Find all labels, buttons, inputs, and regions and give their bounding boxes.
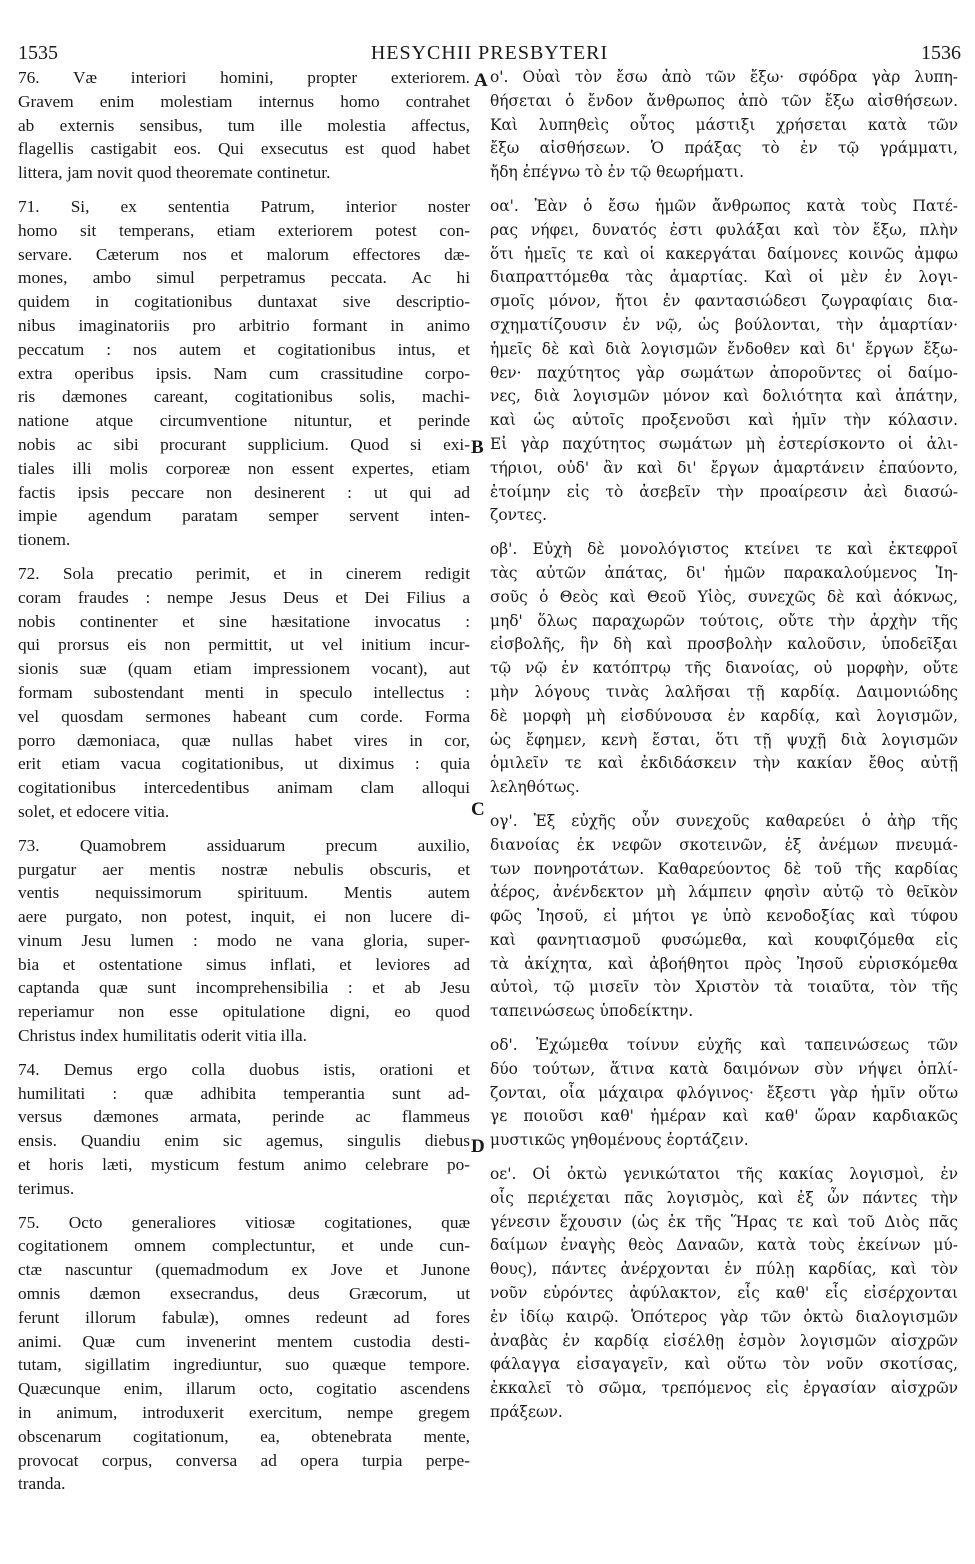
latin-text-line: coram fraudes : nempe Jesus Deus et Dei Filius a bbox=[18, 587, 470, 607]
greek-text-line: οα'. Ἐὰν ὁ ἔσω ἡμῶν ἄνθρωπος κατὰ τοὺς Πατέ- bbox=[490, 196, 958, 215]
latin-text-line: bia et ostentatione simus inflati, et leviores ad bbox=[18, 954, 470, 974]
latin-text-line: nibus imaginatoriis pro arbitrio formant in animo bbox=[18, 315, 470, 335]
latin-text-line: nobis ac sibi procurant supplicium. Quod si exi- bbox=[18, 434, 470, 454]
latin-text-line: terimus. bbox=[18, 1178, 75, 1198]
greek-text-line: σχηματίζουσιν ἐν νῷ, ὡς βούλονται, τὴν ἁμαρτίαν· bbox=[490, 315, 958, 334]
greek-text-line: ταπεινώσεως ὑποδείκτην. bbox=[490, 1002, 694, 1021]
latin-text-line: cogitationem omnem complectuntur, et unde cun- bbox=[18, 1236, 470, 1256]
greek-text-line: σμοῖς μόνον, ἤτοι ἐν φαντασιώδεσι ζωγραφίαις δια- bbox=[490, 292, 958, 311]
latin-text-line: provocat corpus, conversa ad opera turpia perpe- bbox=[18, 1450, 470, 1470]
latin-text-line: Gravem enim molestiam internus homo contrahet bbox=[18, 91, 470, 111]
latin-text-line: 72. Sola precatio perimit, et in cinerem redigit bbox=[18, 563, 470, 583]
greek-text-line: οβ'. Εὐχὴ δὲ μονολόγιστος κτείνει τε καὶ ἐκτεφροῖ bbox=[490, 540, 958, 559]
running-title: HESYCHII PRESBYTERI bbox=[370, 42, 609, 64]
latin-text-line: ferunt illorum fabulæ), omnes redeunt ad fores bbox=[18, 1307, 470, 1327]
section-marker-c: C bbox=[471, 799, 485, 820]
greek-text-line: των πονηροτάτων. Καθαρεύοντος δὲ τοῦ τῆς καρδίας bbox=[490, 859, 958, 878]
latin-text-line: nobis continenter et sine hæsitatione invocatus : bbox=[18, 611, 470, 631]
latin-text-line: cogitationibus intercedentibus animam clam alloqui bbox=[18, 778, 470, 798]
greek-text-line: διανοίας ἐκ νεφῶν σκοτεινῶν, ἐξ ἀνέμων πνευμά- bbox=[490, 835, 958, 854]
greek-text-line: δαίμων ἐναγὴς θεὸς Δαναῶν, κατὰ τοὺς ἐκείνων μύ- bbox=[490, 1236, 958, 1255]
section-marker-d: D bbox=[471, 1136, 485, 1157]
greek-text-line: οἷς περιέχεται πᾶς λογισμὸς, καὶ ἐξ ὧν πάντες τὴν bbox=[490, 1188, 958, 1207]
greek-text-line: γε ποιοῦσι καθ' ἡμέραν καὶ καθ' ὥραν καρδιακῶς bbox=[490, 1107, 958, 1126]
greek-text-line: οδ'. Ἐχώμεθα τοίνυν εὐχῆς καὶ ταπεινώσεως τῶν bbox=[490, 1036, 958, 1055]
latin-text-line: purgatur aer mentis nostræ nebulis obscuris, et bbox=[18, 859, 470, 879]
left-page-number: 1535 bbox=[18, 42, 58, 64]
latin-paragraph bbox=[18, 834, 470, 1048]
greek-text-line: ἤδη ἐπέγνω τὸ ἐν τῷ θεωρήματι. bbox=[490, 163, 744, 182]
greek-text-line: μυστικῶς γηθομένους ἑορτάζειν. bbox=[490, 1131, 749, 1150]
latin-text-line: 74. Demus ergo colla duobus istis, orationi et bbox=[18, 1059, 470, 1079]
greek-text-line: ο'. Οὐαὶ τὸν ἔσω ἀπὸ τῶν ἔξω· σφόδρα γὰρ λυπη- bbox=[490, 68, 958, 86]
latin-text-line: tranda. bbox=[18, 1474, 66, 1494]
greek-text-line: Καὶ λυπηθεὶς οὗτος μάστιξι χρήσεται κατὰ τῶν bbox=[490, 115, 958, 134]
latin-text-line: homo sit temperans, etiam exteriorem potest con- bbox=[18, 220, 470, 240]
latin-text-line: versus dæmones armata, perinde ac flammeus bbox=[18, 1107, 470, 1127]
greek-text-line: θεν· παχύτητος γὰρ σωμάτων ἀποροῦντες οἱ δαίμο- bbox=[490, 363, 958, 382]
latin-text-line: reperiamur non esse opitulatione digni, eo quod bbox=[18, 1002, 470, 1022]
latin-text-line: 73. Quamobrem assiduarum precum auxilio, bbox=[18, 835, 470, 855]
section-marker-a: A bbox=[474, 70, 488, 91]
greek-text-line: ἡμεῖς δὲ καὶ διὰ λογισμῶν ἔνδοθεν καὶ δι' ἔργων ἔξω- bbox=[490, 339, 958, 358]
greek-text-line: ζοντες. bbox=[490, 506, 547, 525]
greek-text-line: εἰσβολῆς, ἣν δὴ καὶ προσβολὴν καλοῦσιν, ὑποδεῖξαι bbox=[490, 635, 958, 654]
greek-text-line: δὲ μορφὴ μὴ εἰσδύνουσα ἐν καρδίᾳ, καὶ λογισμῶν, bbox=[490, 706, 958, 725]
latin-text-line: tionem. bbox=[18, 530, 71, 550]
latin-text-line: sionis suæ (quam etiam impressionem vocant), aut bbox=[18, 659, 470, 679]
greek-text-line: ἐν ἰδίῳ καιρῷ. Ὁπότερος γὰρ τῶν ὀκτὼ διαλογισμῶν bbox=[490, 1307, 958, 1326]
latin-text-line: factis ipsis peccare non desinerent : ut qui ad bbox=[18, 482, 470, 502]
greek-text-line: αὐτοὶ, τῷ μισεῖν τὸν Χριστὸν τὰ τοιαῦτα, τὸν τῆς bbox=[490, 978, 958, 997]
greek-paragraph bbox=[490, 810, 958, 1024]
greek-column bbox=[490, 66, 958, 1425]
greek-text-line: φῶς Ἰησοῦ, εἰ μήτοι γε ὑπὸ κενοδοξίας καὶ τύφου bbox=[490, 907, 958, 926]
latin-paragraph bbox=[18, 562, 470, 824]
greek-text-line: ἀέρος, ἀνένδεκτον μὴ λάμπειν φησὶν αὐτῷ τὸ θεῖκὸν bbox=[490, 883, 958, 902]
greek-text-line: φάλαγγα εἰσαγαγεῖν, καὶ οὕτω τὸν νοῦν σκοτίσας, bbox=[490, 1355, 958, 1374]
latin-text-line: mones, ambo simul perpetramus peccata. Ac hi bbox=[18, 268, 470, 288]
latin-text-line: erit etiam vacua cogitationibus, ut diximus : quia bbox=[18, 754, 470, 774]
latin-text-line: Quæcunque enim, illarum octo, cogitatio ascendens bbox=[18, 1379, 470, 1399]
latin-text-line: tiales illi molis corporeæ non essent expertes, etiam bbox=[18, 458, 470, 478]
latin-text-line: et horis læti, mysticum festum animo celebrare po- bbox=[18, 1155, 470, 1175]
greek-text-line: ἔξω αἰσθήσεων. Ὁ πράξας τὸ ἐν τῷ γράμματι, bbox=[490, 139, 958, 158]
greek-text-line: θήσεται ὁ ἔνδον ἄνθρωπος ἀπὸ τῶν ἔξω αἰσθήσεων. bbox=[490, 91, 958, 110]
greek-text-line: τῷ νῷ ἐν κατόπτρῳ τῆς διανοίας, οὐ μορφὴν, οὔτε bbox=[490, 659, 958, 678]
greek-text-line: ογ'. Ἐξ εὐχῆς οὖν συνεχοῦς καθαρεύει ὁ ἀὴρ τῆς bbox=[490, 811, 958, 830]
greek-text-line: τὰς αὐτῶν ἀπάτας, δι' ἡμῶν παρακαλούμενος Ἰη- bbox=[490, 563, 958, 582]
latin-text-line: Christus index humilitatis oderit vitia illa. bbox=[18, 1026, 307, 1046]
latin-text-line: quidem in cogitationibus duntaxat sive descriptio- bbox=[18, 292, 470, 312]
greek-paragraph bbox=[490, 1163, 958, 1425]
greek-text-line: δύο τούτων, ἅτινα κατὰ δαιμόνων σὺν νήψει ὁπλί- bbox=[490, 1059, 958, 1078]
latin-text-line: in animum, introduxerit exercitum, nempe gregem bbox=[18, 1403, 470, 1423]
greek-paragraph bbox=[490, 538, 958, 800]
latin-text-line: ctæ nascuntur (quemadmodum ex Jove et Junone bbox=[18, 1260, 470, 1280]
latin-text-line: ab externis sensibus, tum ille molestia affectus, bbox=[18, 115, 470, 135]
greek-paragraph bbox=[490, 66, 958, 185]
latin-text-line: aere purgato, non potest, inquit, ei non lucere di- bbox=[18, 907, 470, 927]
greek-text-line: ὡς ἔφημεν, κενὴ ἔσται, ὅτι τῇ ψυχῇ διὰ λογισμῶν bbox=[490, 730, 958, 749]
latin-text-line: flagellis castigabit eos. Qui exsecutus est quod habet bbox=[18, 139, 470, 159]
latin-text-line: captanda quæ sunt incomprehensibilia : et ab Jesu bbox=[18, 978, 470, 998]
greek-text-line: διαπραττόμεθα τὰς ἁμαρτίας. Καὶ οἱ μὲν ἐν λογι- bbox=[490, 268, 958, 287]
latin-text-line: littera, jam novit quod theoremate continetur. bbox=[18, 163, 331, 183]
latin-text-line: animi. Quæ cum invenerint mentem custodia desti- bbox=[18, 1331, 470, 1351]
greek-text-line: γένεσιν ἔχουσιν (ὡς ἐκ τῆς Ἥρας τε καὶ τοῦ Διὸς πᾶς bbox=[490, 1212, 958, 1231]
latin-text-line: 71. Si, ex sententia Patrum, interior noster bbox=[18, 196, 470, 216]
greek-text-line: τήριοι, οὐδ' ἂν καὶ δι' ἔργων ἁμαρτάνειν ἐπαύοντο, bbox=[490, 458, 958, 477]
latin-text-line: ensis. Quandiu enim sic agemus, singulis diebus bbox=[18, 1131, 470, 1151]
page-header bbox=[18, 40, 961, 66]
greek-text-line: σοῦς ὁ Θεὸς καὶ Θεοῦ Υἱὸς, συνεχῶς δὲ καὶ ἀόκνως, bbox=[490, 587, 958, 606]
latin-text-line: porro dæmoniaca, quæ nullas habet vires in cor, bbox=[18, 730, 470, 750]
latin-text-line: formam subostendant menti in speculo intellectus : bbox=[18, 682, 470, 702]
greek-text-line: ὁμιλεῖν τε καὶ ἐκδιδάσκειν τὴν κακίαν ἔθος αὐτῇ bbox=[490, 754, 958, 773]
greek-text-line: ζονται, οἷα μάχαιρα φλόγινος· ἔξεστι γὰρ ἡμῖν οὕτω bbox=[490, 1083, 958, 1102]
greek-text-line: ἀναβὰς ἐν καρδίᾳ εἰσέλθῃ ἑσμὸν λογισμῶν αἰσχρῶν bbox=[490, 1331, 958, 1350]
latin-text-line: obscenarum cogitationum, ea, obtenebrata mente, bbox=[18, 1426, 470, 1446]
latin-text-line: tutam, sigillatim ingrediuntur, suo quæque tempore. bbox=[18, 1355, 470, 1375]
latin-text-line: humilitati : quæ adhibita temperantia sunt ad- bbox=[18, 1083, 470, 1103]
latin-paragraph bbox=[18, 66, 470, 185]
latin-paragraph bbox=[18, 1058, 470, 1201]
greek-text-line: λεληθότως. bbox=[490, 778, 580, 797]
latin-paragraph bbox=[18, 195, 470, 552]
greek-text-line: καὶ φανητιασμοῦ φυσώμεθα, καὶ κουφιζόμεθα εἰς bbox=[490, 930, 958, 949]
greek-text-line: νοῦν εὑρόντες ἀφύλακτον, εἷς καθ' εἷς εἰσέρχονται bbox=[490, 1284, 958, 1303]
greek-text-line: θους), πάντες ἀνέρχονται ἐν πύλῃ καρδίας, καὶ τὸν bbox=[490, 1260, 958, 1279]
latin-text-line: peccatum : nos autem et cogitationibus intus, et bbox=[18, 339, 470, 359]
latin-text-line: natione atque circumventione nituntur, et perinde bbox=[18, 411, 470, 431]
latin-text-line: qui prorsus eis non permittit, ut vel initium incur- bbox=[18, 635, 470, 655]
greek-text-line: οε'. Οἱ ὀκτὼ γενικώτατοι τῆς κακίας λογισμοὶ, ἐν bbox=[490, 1165, 958, 1184]
latin-text-line: impie agendum paratam semper servent inten- bbox=[18, 506, 470, 526]
greek-text-line: ρας νήφει, δυνατός ἐστι φυλάξαι καὶ τὸν ἔξω, πλὴν bbox=[490, 220, 958, 239]
latin-text-line: 75. Octo generaliores vitiosæ cogitationes, quæ bbox=[18, 1212, 470, 1232]
greek-text-line: ἐκκαλεῖ τὸ σῶμα, τρεπόμενος εἰς ἐργασίαν αἰσχρῶν bbox=[490, 1379, 958, 1398]
greek-text-line: ὅτι ἡμεῖς τε καὶ οἱ κακεργάται δαίμονες κοινῶς ἀμφω bbox=[490, 244, 958, 263]
greek-text-line: μὴν λόγους τινὰς λαλῆσαι τῇ καρδίᾳ. Δαιμονιώδης bbox=[490, 682, 958, 701]
greek-paragraph bbox=[490, 1034, 958, 1153]
latin-column bbox=[18, 66, 470, 1496]
latin-text-line: ris dæmones careant, cogitationibus solis, machi- bbox=[18, 387, 470, 407]
right-page-number: 1536 bbox=[921, 42, 961, 64]
latin-text-line: omnis dæmon exsecrandus, deus Græcorum, ut bbox=[18, 1284, 470, 1304]
greek-text-line: νες, διὰ λογισμῶν μόνον καὶ δολιότητα καὶ ἀπάτην, bbox=[490, 387, 958, 406]
latin-text-line: vel quosdam sermones habeant cum corde. Forma bbox=[18, 706, 470, 726]
greek-paragraph bbox=[490, 195, 958, 528]
greek-text-line: πράξεων. bbox=[490, 1403, 563, 1422]
greek-text-line: Εἰ γὰρ παχύτητος σωμάτων μὴ ἐστερίσκοντο οἱ ἀλι- bbox=[490, 434, 958, 453]
latin-paragraph bbox=[18, 1211, 470, 1497]
latin-text-line: servare. Cæterum nos et malorum effectores dæ- bbox=[18, 244, 470, 264]
greek-text-line: μηδ' ὅλως παραχωρῶν τούτοις, οὔτε τὴν ἀρχὴν τῆς bbox=[490, 611, 958, 630]
latin-text-line: vinum Jesu lumen : modo ne vana gloria, super- bbox=[18, 930, 470, 950]
greek-text-line: ἑτοίμην εἰς τὸ ἀσεβεῖν τὴν προαίρεσιν ἀεὶ διασώ- bbox=[490, 482, 958, 501]
greek-text-line: καὶ ὡς αὐτοῖς προξενοῦσι καὶ ἡμῖν τὴν κόλασιν. bbox=[490, 411, 958, 430]
latin-text-line: ventis nequissimorum spirituum. Mentis autem bbox=[18, 883, 470, 903]
section-marker-b: B bbox=[471, 437, 484, 458]
latin-text-line: solet, et edocere vitia. bbox=[18, 801, 170, 821]
latin-text-line: extra operibus ipsis. Nam cum crassitudine corpo- bbox=[18, 363, 470, 383]
latin-text-line: 76. Væ interiori homini, propter exteriorem. bbox=[18, 68, 470, 87]
greek-text-line: τὰ ἀκίχητα, καὶ ἀβοήθητοι πρὸς Ἰησοῦ εὑρισκόμεθα bbox=[490, 954, 958, 973]
